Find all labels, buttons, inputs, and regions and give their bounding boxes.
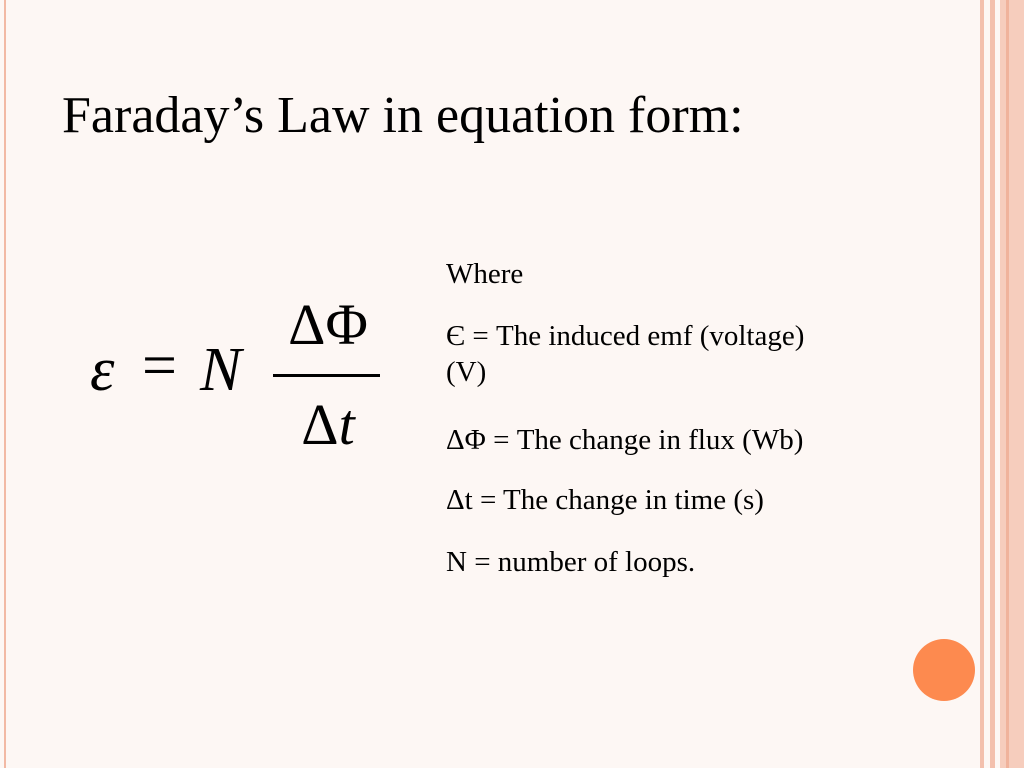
slide-title: Faraday’s Law in equation form: bbox=[62, 87, 744, 144]
frame-right-stripe bbox=[990, 0, 995, 768]
equation-coefficient: N bbox=[200, 336, 242, 404]
denominator-variable: t bbox=[338, 392, 355, 457]
definition-emf-unit: (V) bbox=[446, 356, 487, 388]
decorative-orange-circle bbox=[913, 639, 975, 701]
definition-emf: Є = The induced emf (voltage) bbox=[446, 320, 805, 352]
definition-where: Where bbox=[446, 258, 524, 290]
equation-numerator: ΔΦ bbox=[288, 292, 368, 357]
faraday-equation bbox=[90, 290, 400, 460]
equation-emf-symbol: ε bbox=[90, 336, 115, 404]
denominator-delta: Δ bbox=[301, 392, 339, 457]
definition-loops: N = number of loops. bbox=[446, 546, 696, 578]
frame-right-band bbox=[1000, 0, 1024, 768]
equation-denominator bbox=[278, 390, 378, 460]
fraction-bar bbox=[273, 374, 380, 377]
frame-left-border bbox=[4, 0, 6, 768]
definition-flux: ΔΦ = The change in flux (Wb) bbox=[446, 424, 804, 456]
frame-right-stripe bbox=[980, 0, 984, 768]
definition-time: Δt = The change in time (s) bbox=[446, 484, 764, 516]
equation-equals-sign: = bbox=[142, 332, 177, 400]
frame-right-stripe bbox=[1006, 0, 1009, 768]
